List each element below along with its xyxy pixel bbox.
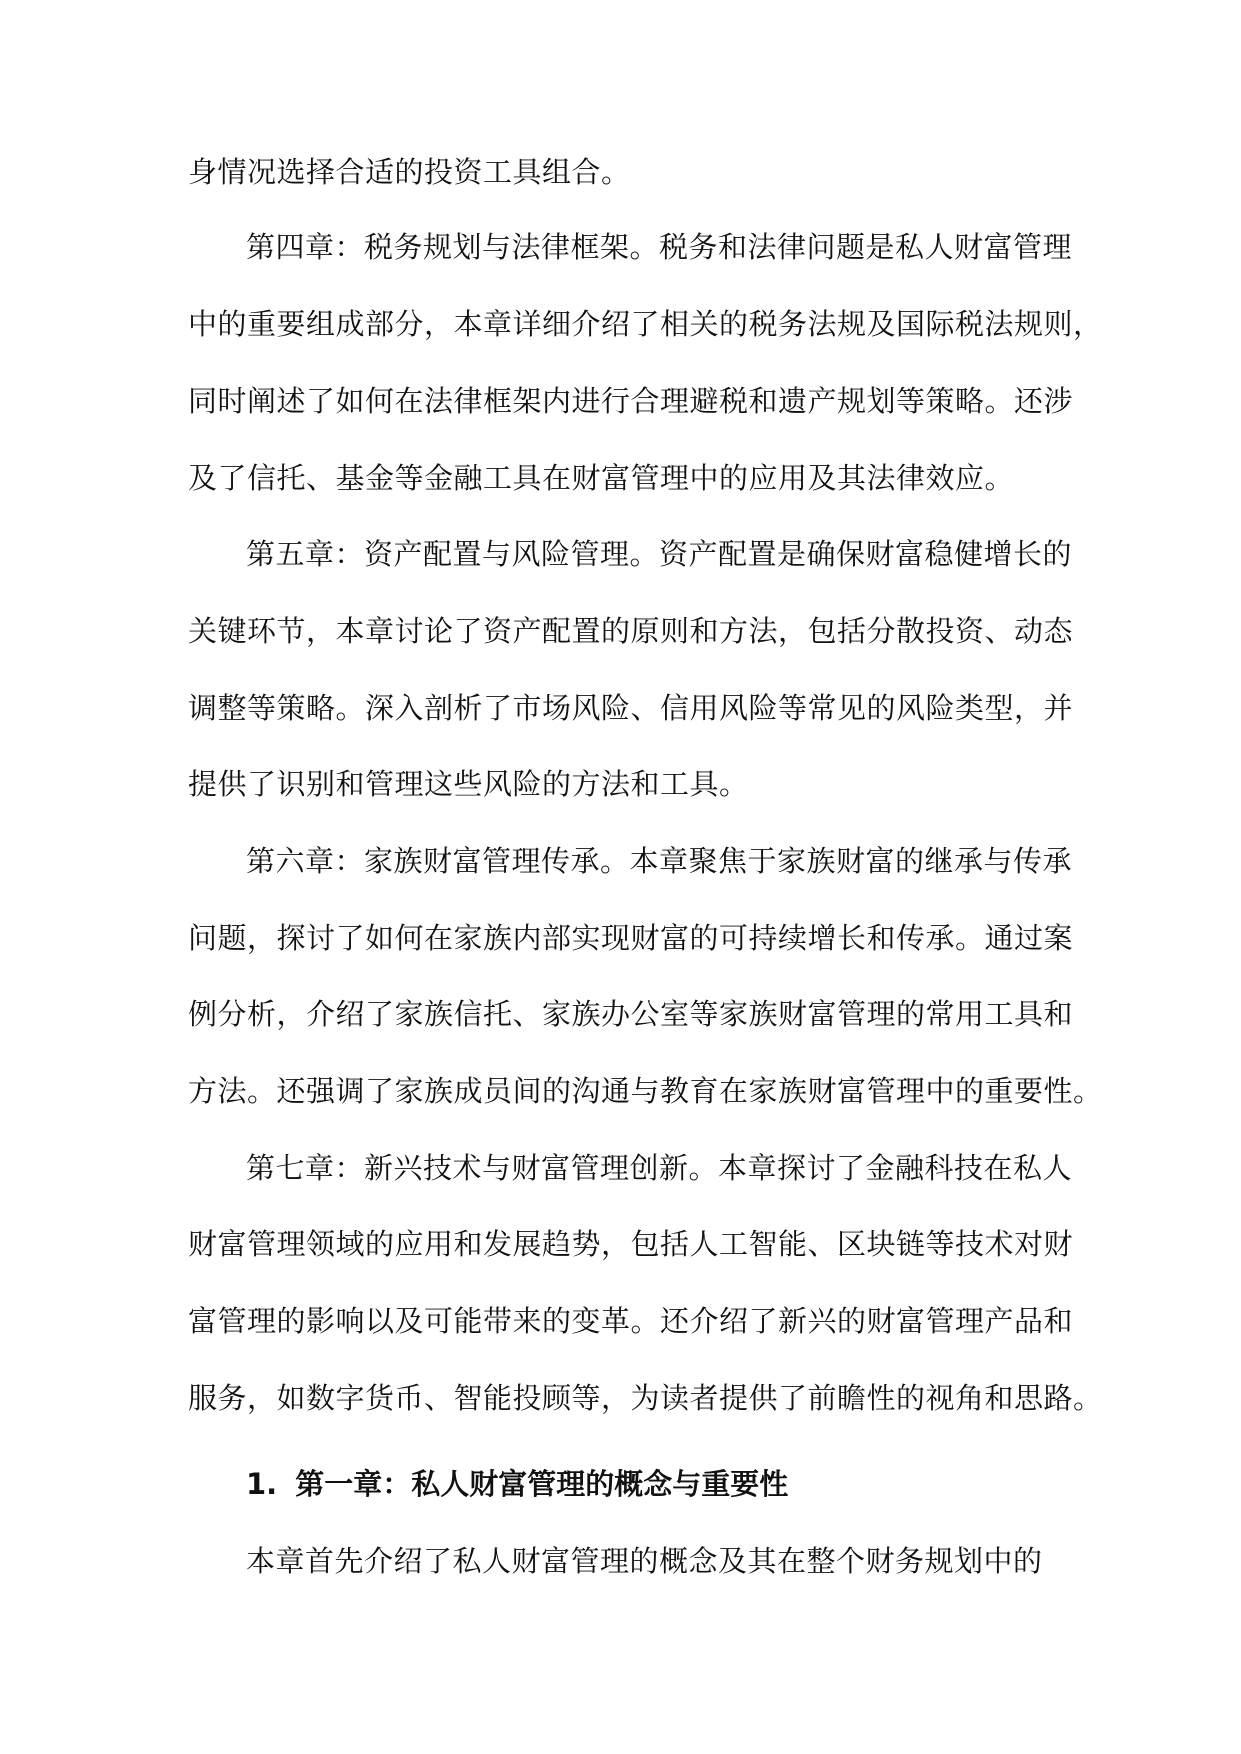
paragraph-line: 第四章：税务规划与法律框架。税务和法律问题是私人财富管理 (246, 230, 1073, 264)
paragraph-line: 中的重要组成部分，本章详细介绍了相关的税务法规及国际税法规则， (188, 307, 1103, 341)
paragraph-line: 富管理的影响以及可能带来的变革。还介绍了新兴的财富管理产品和 (188, 1304, 1074, 1338)
paragraph-line: 第五章：资产配置与风险管理。资产配置是确保财富稳健增长的 (246, 537, 1073, 571)
section-number: 1. (246, 1467, 278, 1501)
paragraph-line: 第六章：家族财富管理传承。本章聚焦于家族财富的继承与传承 (246, 844, 1073, 878)
paragraph-line: 及了信托、基金等金融工具在财富管理中的应用及其法律效应。 (188, 461, 1015, 495)
paragraph-line: 方法。还强调了家族成员间的沟通与教育在家族财富管理中的重要性。 (188, 1074, 1103, 1108)
section-title: 第一章：私人财富管理的概念与重要性 (295, 1467, 789, 1501)
paragraph-line: 例分析，介绍了家族信托、家族办公室等家族财富管理的常用工具和 (188, 997, 1074, 1031)
paragraph-line: 第七章：新兴技术与财富管理创新。本章探讨了金融科技在私人 (246, 1151, 1073, 1185)
paragraph-line: 调整等策略。深入剖析了市场风险、信用风险等常见的风险类型，并 (188, 691, 1074, 725)
paragraph-line: 服务，如数字货币、智能投顾等，为读者提供了前瞻性的视角和思路。 (188, 1381, 1103, 1415)
paragraph-line: 提供了识别和管理这些风险的方法和工具。 (188, 767, 749, 801)
paragraph-line: 同时阐述了如何在法律框架内进行合理避税和遗产规划等策略。还涉 (188, 384, 1074, 418)
paragraph-line: 身情况选择合适的投资工具组合。 (188, 155, 631, 189)
paragraph-line: 本章首先介绍了私人财富管理的概念及其在整个财务规划中的 (246, 1544, 1043, 1578)
paragraph-line: 财富管理领域的应用和发展趋势，包括人工智能、区块链等技术对财 (188, 1227, 1074, 1261)
paragraph-line: 问题，探讨了如何在家族内部实现财富的可持续增长和传承。通过案 (188, 921, 1074, 955)
section-heading (246, 1464, 788, 1504)
paragraph-line: 关键环节，本章讨论了资产配置的原则和方法，包括分散投资、动态 (188, 614, 1074, 648)
